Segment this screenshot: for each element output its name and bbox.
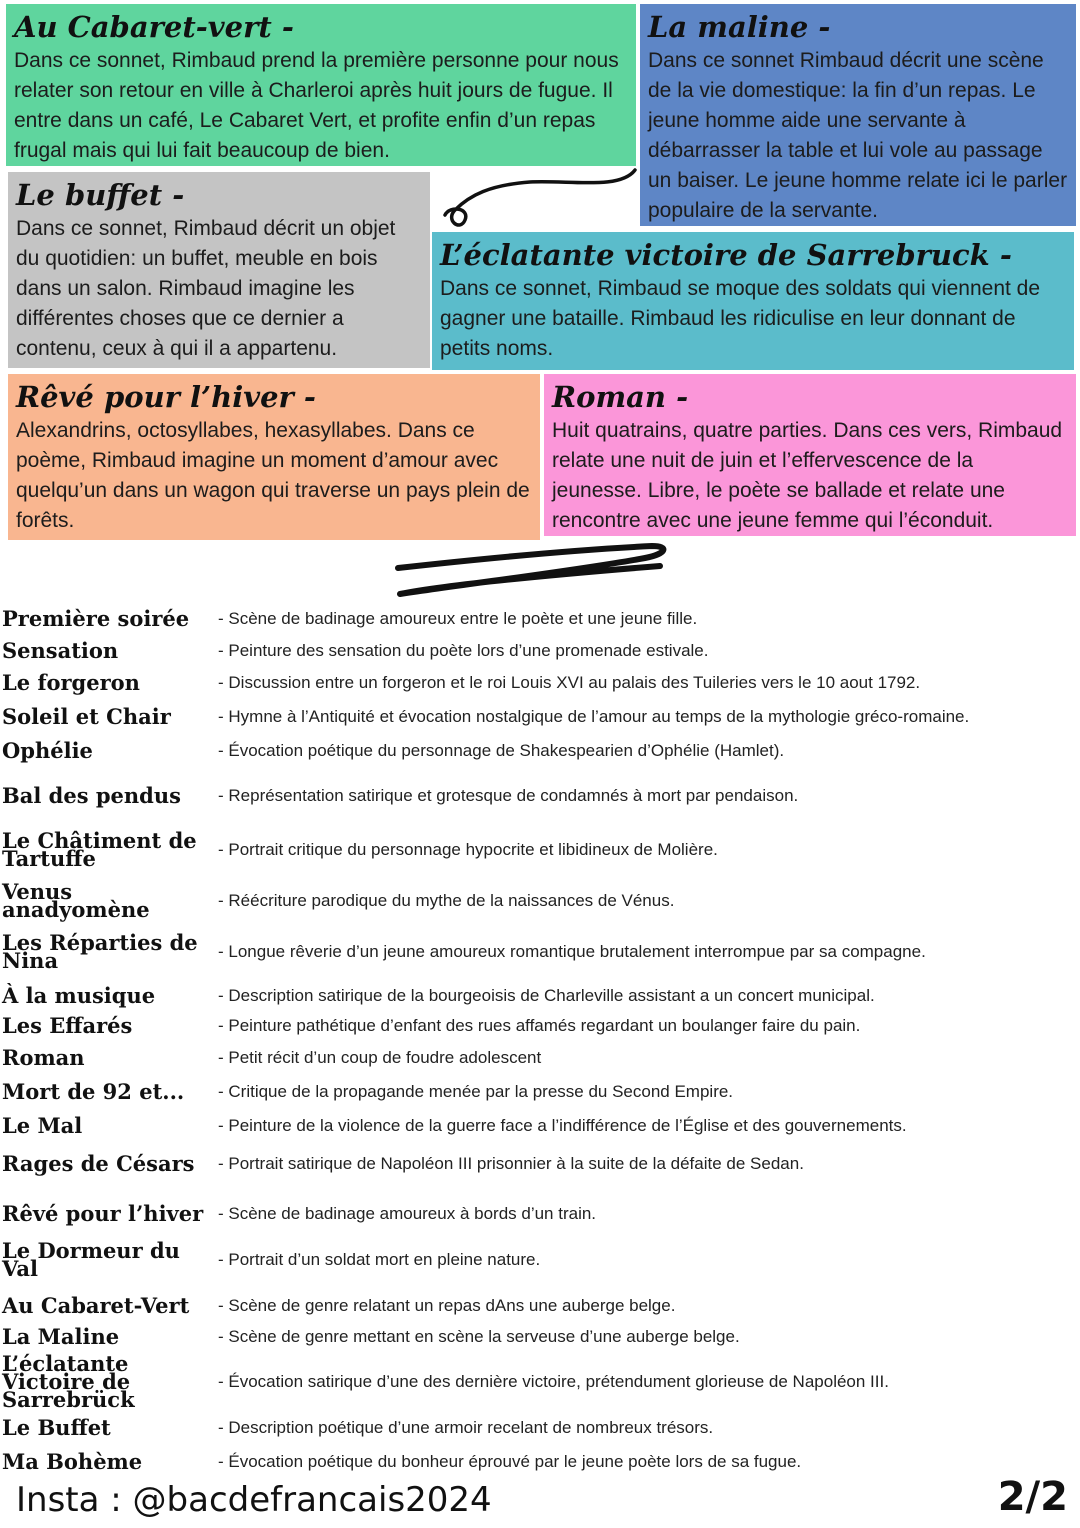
list-item (0, 1286, 1060, 1326)
poem-title: Les Réparties de Nina (2, 930, 198, 973)
poem-description: - Description poétique d’une armoir recelant de nombreux trésors. (218, 1418, 714, 1437)
card-reve-pour-l-hiver (8, 374, 540, 540)
card-text: Dans ce sonnet, Rimbaud décrit un objet du quotidien: un buffet, meuble en bois dans un salon. Rimbaud imagine les différentes choses que ce dernier a contenu, ceux à qui il a appartenu. (16, 217, 396, 360)
poem-description: - Portrait satirique de Napoléon III prisonnier à la suite de la défaite de Sedan. (218, 1154, 804, 1173)
list-item (0, 1414, 1060, 1442)
list-item (0, 1240, 1060, 1280)
poem-description: - Peinture pathétique d’enfant des rues affamés regardant un boulanger faire du pain. (218, 1016, 861, 1035)
card-text: Huit quatrains, quatre parties. Dans ces vers, Rimbaud relate une nuit de juin et l’effervescence de la jeunesse. Libre, le poète se ballade et relate une rencontre avec une jeune femme qui l’éconduit. (552, 419, 1063, 532)
card-text: Dans ce sonnet Rimbaud décrit une scène de la vie domestique: la fin d’un repas. Le jeune homme aide une servante à débarrasser la table et lui vole au passage un baiser. Le jeune homme relate ici le parler populaire de la servante. (648, 49, 1068, 222)
list-item (0, 880, 1060, 922)
poem-description: - Longue rêverie d’un jeune amoureux romantique brutalement interrompue par sa compagne. (218, 942, 926, 961)
list-item (0, 1112, 1060, 1140)
poem-description: - Représentation satirique et grotesque de condamnés à mort par pendaison. (218, 786, 799, 805)
page-number: 2/2 (997, 1474, 1068, 1520)
poem-description: - Hymne à l’Antiquité et évocation nostalgique de l’amour au temps de la mythologie gréco-romaine. (218, 707, 970, 726)
card-la-maline (640, 4, 1076, 226)
poem-title: Venus anadyomène (2, 879, 150, 922)
poem-title: Le Dormeur du Val (2, 1238, 180, 1281)
poem-description: - Peinture des sensation du poète lors d’une promenade estivale. (218, 641, 709, 660)
poem-description: - Description satirique de la bourgeoisis de Charleville assistant a un concert municipal. (218, 986, 875, 1005)
poem-title: L’éclatante Victoire de Sarrebrück (2, 1351, 135, 1412)
card-roman (544, 374, 1076, 536)
card-title: Au Cabaret-vert - (14, 10, 294, 44)
card-text: Alexandrins, octosyllabes, hexasyllabes. Dans ce poème, Rimbaud imagine un moment d’amour avec quelqu’un dans un wagon qui traverse un pays plein de forêts. (16, 419, 530, 532)
poem-description: - Évocation poétique du personnage de Shakespearien d’Ophélie (Hamlet). (218, 741, 785, 760)
poem-description: - Portrait d’un soldat mort en pleine nature. (218, 1250, 541, 1269)
poem-description: - Scène de badinage amoureux entre le poète et une jeune fille. (218, 609, 698, 628)
poem-description: - Scène de genre mettant en scène la serveuse d’une auberge belge. (218, 1327, 740, 1346)
poem-description: - Portrait critique du personnage hypocrite et libidineux de Molière. (218, 840, 718, 859)
list-item (0, 736, 1060, 766)
card-title: Rêvé pour l’hiver - (16, 380, 316, 414)
card-title: La maline - (648, 10, 831, 44)
list-item (0, 604, 1060, 634)
poem-description: - Peinture de la violence de la guerre face a l’indifférence de l’Église et des gouvernements. (218, 1116, 907, 1135)
list-item (0, 776, 1060, 816)
list-item (0, 668, 1060, 698)
list-item (0, 1448, 1060, 1476)
poem-description: - Critique de la propagande menée par la presse du Second Empire. (218, 1082, 734, 1101)
poem-title: Le Châtiment de Tartuffe (2, 828, 197, 871)
poem-description: - Réécriture parodique du mythe de la naissances de Vénus. (218, 891, 675, 910)
list-item (0, 1012, 1060, 1040)
list-item (0, 1078, 1060, 1106)
poem-description: - Petit récit d’un coup de foudre adolescent (218, 1048, 542, 1067)
poem-title: Soleil et Chair (2, 704, 171, 729)
list-item (0, 1324, 1060, 1350)
list-item (0, 982, 1060, 1010)
poem-description: - Discussion entre un forgeron et le roi Louis XVI au palais des Tuileries vers le 10 aout 1792. (218, 673, 921, 692)
instagram-handle: Insta : @bacdefrancais2024 (16, 1480, 492, 1520)
poem-description: - Évocation poétique du bonheur éprouvé par le jeune poète lors de sa fugue. (218, 1452, 802, 1471)
card-text: Dans ce sonnet, Rimbaud se moque des soldats qui viennent de gagner une bataille. Rimbaud les ridiculise en leur donnant de petits noms. (440, 277, 1041, 360)
poem-title: Le Mal (2, 1113, 83, 1138)
poem-title: Rêvé pour l’hiver (2, 1201, 204, 1226)
card-le-buffet (8, 172, 430, 368)
poem-description: - Évocation satirique d’une des dernière victoire, prétendument glorieuse de Napoléon III. (218, 1372, 889, 1391)
poem-title: La Maline (2, 1324, 120, 1349)
list-item (0, 1194, 1060, 1234)
poem-title: Le Buffet (2, 1415, 111, 1440)
poem-title: Ophélie (2, 738, 93, 763)
poem-title: Au Cabaret-Vert (2, 1293, 190, 1318)
card-title: L’éclatante victoire de Sarrebruck - (440, 238, 1012, 272)
poem-description: - Scène de genre relatant un repas dAns une auberge belge. (218, 1296, 676, 1315)
poem-title: Première soirée (2, 606, 190, 631)
list-item (0, 1044, 1060, 1072)
list-item (0, 932, 1060, 972)
poem-title: Le forgeron (2, 670, 140, 695)
poem-title: Les Effarés (2, 1013, 133, 1038)
poem-title: Bal des pendus (2, 783, 181, 808)
card-au-cabaret-vert (6, 4, 636, 166)
card-title: Le buffet - (16, 178, 185, 212)
poem-title: Rages de Césars (2, 1151, 195, 1176)
list-item (0, 828, 1060, 872)
card-title: Roman - (552, 380, 689, 414)
scribble-divider (390, 538, 680, 602)
list-item (0, 636, 1060, 666)
list-item (0, 1144, 1060, 1184)
poem-title: Roman (2, 1045, 85, 1070)
poem-title: Mort de 92 et... (2, 1079, 185, 1104)
card-text: Dans ce sonnet, Rimbaud prend la première personne pour nous relater son retour en ville à Charleroi après huit jours de fugue. Il entre dans un café, Le Cabaret Vert, et profite enfin d’un repas frugal mais qui lui fait beaucoup de bien. (14, 49, 619, 162)
poem-description: - Scène de badinage amoureux à bords d’un train. (218, 1204, 597, 1223)
list-item (0, 702, 1060, 732)
poem-title: Ma Bohème (2, 1449, 143, 1474)
poem-title: Sensation (2, 638, 119, 663)
poem-title: À la musique (2, 983, 156, 1008)
card-eclatante-victoire (432, 232, 1074, 370)
curly-arrow-decoration (430, 160, 650, 240)
list-item (0, 1351, 1060, 1412)
